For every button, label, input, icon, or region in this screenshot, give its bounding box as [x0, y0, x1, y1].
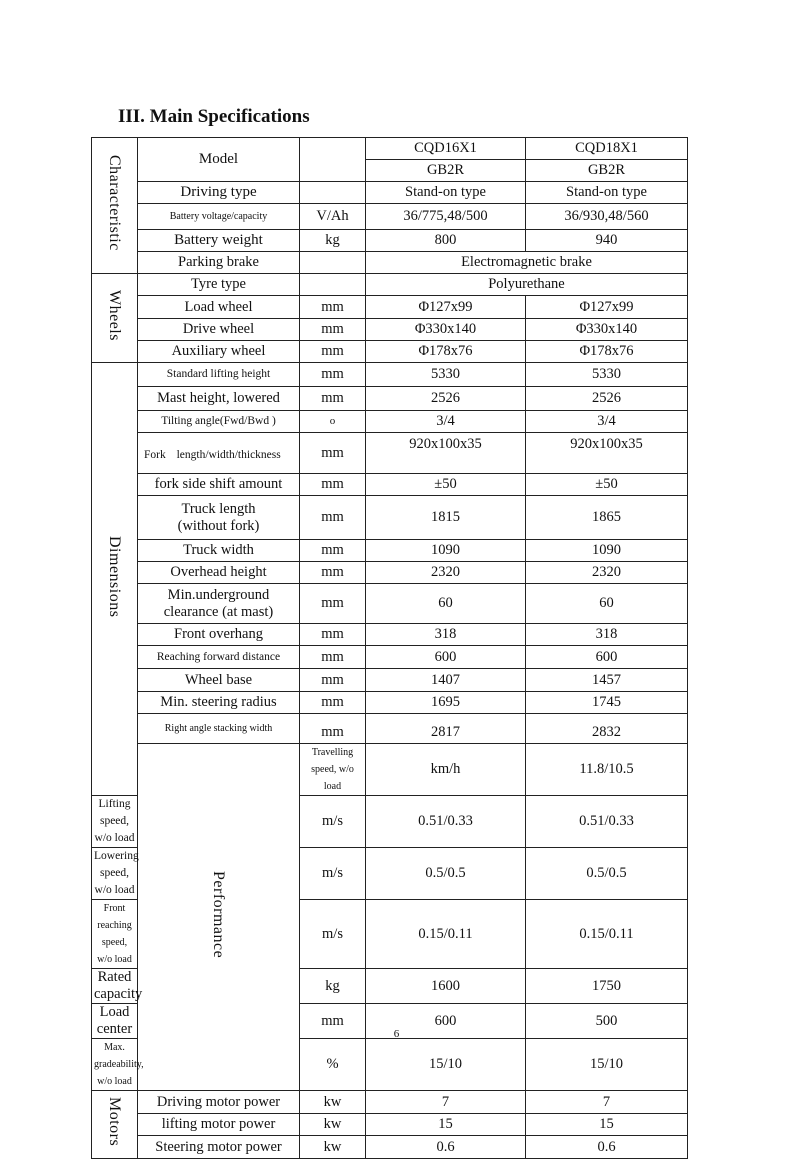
value-a: 7 — [366, 1091, 526, 1114]
value-b: 2526 — [526, 387, 688, 411]
value-b: 0.5/0.5 — [526, 848, 688, 900]
table-row — [92, 562, 688, 584]
value-a: 1090 — [366, 540, 526, 562]
row-label: Auxiliary wheel — [138, 341, 300, 363]
unit-cell: mm — [300, 474, 366, 496]
table-row — [92, 1091, 688, 1114]
section-label-dimensions: Dimensions — [92, 363, 138, 796]
value-a: 600 — [366, 646, 526, 669]
row-label: Tyre type — [138, 274, 300, 296]
row-label-line: Min.underground — [167, 586, 270, 603]
value-b: 0.6 — [526, 1136, 688, 1159]
table-row — [92, 744, 688, 796]
value-a: 0.15/0.11 — [366, 900, 526, 969]
unit-cell: kg — [300, 230, 366, 252]
unit-cell: mm — [300, 296, 366, 319]
value-b: 1750 — [526, 969, 688, 1004]
value-a: 318 — [366, 624, 526, 646]
spec-table — [91, 137, 688, 1159]
row-label: Standard lifting height — [138, 363, 300, 387]
table-row — [92, 274, 688, 296]
unit-cell: mm — [300, 1004, 366, 1039]
section-label-characteristic: Characteristic — [92, 138, 138, 274]
table-row — [92, 411, 688, 433]
table-row — [92, 138, 688, 160]
unit-cell: mm — [300, 433, 366, 474]
value-a: 1407 — [366, 669, 526, 692]
unit-cell: mm — [300, 363, 366, 387]
value-b: 1745 — [526, 692, 688, 714]
value-b: 36/930,48/560 — [526, 204, 688, 230]
unit-cell: mm — [300, 341, 366, 363]
table-row — [92, 624, 688, 646]
page-title: III. Main Specifications — [118, 106, 310, 127]
row-label: Wheel base — [138, 669, 300, 692]
value-a: 0.6 — [366, 1136, 526, 1159]
unit-cell: kw — [300, 1114, 366, 1136]
value-a: 2526 — [366, 387, 526, 411]
value-b: 60 — [526, 584, 688, 624]
unit-cell: mm — [300, 624, 366, 646]
value-a: 60 — [366, 584, 526, 624]
row-label: Battery weight — [138, 230, 300, 252]
unit-cell: kw — [300, 1136, 366, 1159]
row-label: Overhead height — [138, 562, 300, 584]
value-a: Φ178x76 — [366, 341, 526, 363]
row-label: Drive wheel — [138, 319, 300, 341]
value-b: Φ127x99 — [526, 296, 688, 319]
value-shared: Electromagnetic brake — [366, 252, 688, 274]
row-label: Tilting angle(Fwd/Bwd ) — [138, 411, 300, 433]
unit-cell: mm — [300, 387, 366, 411]
page-number: 6 — [393, 1028, 400, 1040]
table-row — [92, 1114, 688, 1136]
value-a: 3/4 — [366, 411, 526, 433]
value-a: 5330 — [366, 363, 526, 387]
unit-cell: kw — [300, 1091, 366, 1114]
unit-cell: m/s — [300, 848, 366, 900]
row-label — [138, 496, 300, 540]
value-a: 36/775,48/500 — [366, 204, 526, 230]
value-a: 2817 — [366, 714, 526, 744]
value-b: 1865 — [526, 496, 688, 540]
value-a: 0.51/0.33 — [366, 796, 526, 848]
row-label: Lifting speed, w/o load — [92, 796, 138, 848]
row-label: Min. steering radius — [138, 692, 300, 714]
model-a-variant: GB2R — [366, 160, 526, 182]
unit-cell: mm — [300, 669, 366, 692]
row-label: Front overhang — [138, 624, 300, 646]
unit-cell — [300, 252, 366, 274]
unit-cell: kg — [300, 969, 366, 1004]
model-b-variant: GB2R — [526, 160, 688, 182]
value-a: Φ127x99 — [366, 296, 526, 319]
value-b: ±50 — [526, 474, 688, 496]
value-b: 15/10 — [526, 1039, 688, 1091]
unit-cell: m/s — [300, 796, 366, 848]
row-label: Parking brake — [138, 252, 300, 274]
value-shared: Polyurethane — [366, 274, 688, 296]
unit-cell: mm — [300, 584, 366, 624]
table-row — [92, 341, 688, 363]
row-label: Travelling speed, w/o load — [300, 744, 366, 796]
row-label: Load center — [92, 1004, 138, 1039]
table-row — [92, 319, 688, 341]
value-b: Stand-on type — [526, 182, 688, 204]
unit-cell: mm — [300, 319, 366, 341]
value-a: Stand-on type — [366, 182, 526, 204]
value-b: 5330 — [526, 363, 688, 387]
row-label: Front reaching speed, w/o load — [92, 900, 138, 969]
table-row — [92, 252, 688, 274]
unit-cell — [300, 182, 366, 204]
unit-cell: m/s — [300, 900, 366, 969]
value-a: 1815 — [366, 496, 526, 540]
value-a: 0.5/0.5 — [366, 848, 526, 900]
table-row — [92, 474, 688, 496]
value-b: 500 — [526, 1004, 688, 1039]
value-a: 11.8/10.5 — [526, 744, 688, 796]
row-label: Model — [138, 138, 300, 182]
row-label: Driving type — [138, 182, 300, 204]
value-b: 0.51/0.33 — [526, 796, 688, 848]
value-a: 800 — [366, 230, 526, 252]
row-label: Right angle stacking width — [138, 714, 300, 744]
value-b: 15 — [526, 1114, 688, 1136]
table-row — [92, 363, 688, 387]
table-row — [92, 1136, 688, 1159]
value-b: 0.15/0.11 — [526, 900, 688, 969]
unit-cell — [300, 274, 366, 296]
row-label: Lowering speed, w/o load — [92, 848, 138, 900]
value-b: 2832 — [526, 714, 688, 744]
section-label-wheels: Wheels — [92, 274, 138, 363]
unit-cell: V/Ah — [300, 204, 366, 230]
row-label: Battery voltage/capacity — [138, 204, 300, 230]
value-a: 15 — [366, 1114, 526, 1136]
table-row — [92, 714, 688, 744]
table-row — [92, 387, 688, 411]
value-a: Φ330x140 — [366, 319, 526, 341]
row-label: lifting motor power — [138, 1114, 300, 1136]
row-label: fork side shift amount — [138, 474, 300, 496]
row-label: Load wheel — [138, 296, 300, 319]
model-a-name: CQD16X1 — [366, 138, 526, 160]
model-b-name: CQD18X1 — [526, 138, 688, 160]
value-b: 940 — [526, 230, 688, 252]
row-label: Reaching forward distance — [138, 646, 300, 669]
row-label: Steering motor power — [138, 1136, 300, 1159]
unit-cell: mm — [300, 714, 366, 744]
value-a: 15/10 — [366, 1039, 526, 1091]
value-b: 1457 — [526, 669, 688, 692]
table-row — [92, 204, 688, 230]
row-label-line: clearance (at mast) — [163, 603, 274, 620]
unit-cell: mm — [300, 540, 366, 562]
unit-cell: % — [300, 1039, 366, 1091]
value-a: 2320 — [366, 562, 526, 584]
table-row — [92, 646, 688, 669]
row-label: Max. gradeability, w/o load — [92, 1039, 138, 1091]
row-label: Fork length/width/thickness — [138, 433, 300, 474]
unit-cell: o — [300, 411, 366, 433]
table-row — [92, 433, 688, 474]
table-row — [92, 230, 688, 252]
value-a: 920x100x35 — [366, 433, 526, 474]
value-b: Φ330x140 — [526, 319, 688, 341]
value-a: ±50 — [366, 474, 526, 496]
table-row — [92, 584, 688, 624]
row-label: Truck width — [138, 540, 300, 562]
table-row — [92, 296, 688, 319]
table-row — [92, 540, 688, 562]
value-a: 1695 — [366, 692, 526, 714]
unit-cell: mm — [300, 496, 366, 540]
unit-cell: km/h — [366, 744, 526, 796]
table-row — [92, 182, 688, 204]
value-b: 3/4 — [526, 411, 688, 433]
row-label: Rated capacity — [92, 969, 138, 1004]
value-b: Φ178x76 — [526, 341, 688, 363]
section-label-motors: Motors — [92, 1091, 138, 1159]
value-b: 318 — [526, 624, 688, 646]
value-b: 1090 — [526, 540, 688, 562]
table-row — [92, 669, 688, 692]
table-row — [92, 692, 688, 714]
table-row — [92, 496, 688, 540]
value-b: 600 — [526, 646, 688, 669]
row-label-line: (without fork) — [177, 517, 260, 534]
section-label-performance: Performance — [138, 744, 300, 1091]
unit-cell: mm — [300, 646, 366, 669]
row-label — [138, 584, 300, 624]
unit-cell: mm — [300, 692, 366, 714]
row-label: Driving motor power — [138, 1091, 300, 1114]
unit-cell: mm — [300, 562, 366, 584]
value-a: 1600 — [366, 969, 526, 1004]
value-b: 7 — [526, 1091, 688, 1114]
unit-cell — [300, 138, 366, 182]
row-label: Mast height, lowered — [138, 387, 300, 411]
value-b: 920x100x35 — [526, 433, 688, 474]
value-b: 2320 — [526, 562, 688, 584]
row-label-line: Truck length — [181, 500, 256, 517]
value-a: 600 — [366, 1004, 526, 1039]
